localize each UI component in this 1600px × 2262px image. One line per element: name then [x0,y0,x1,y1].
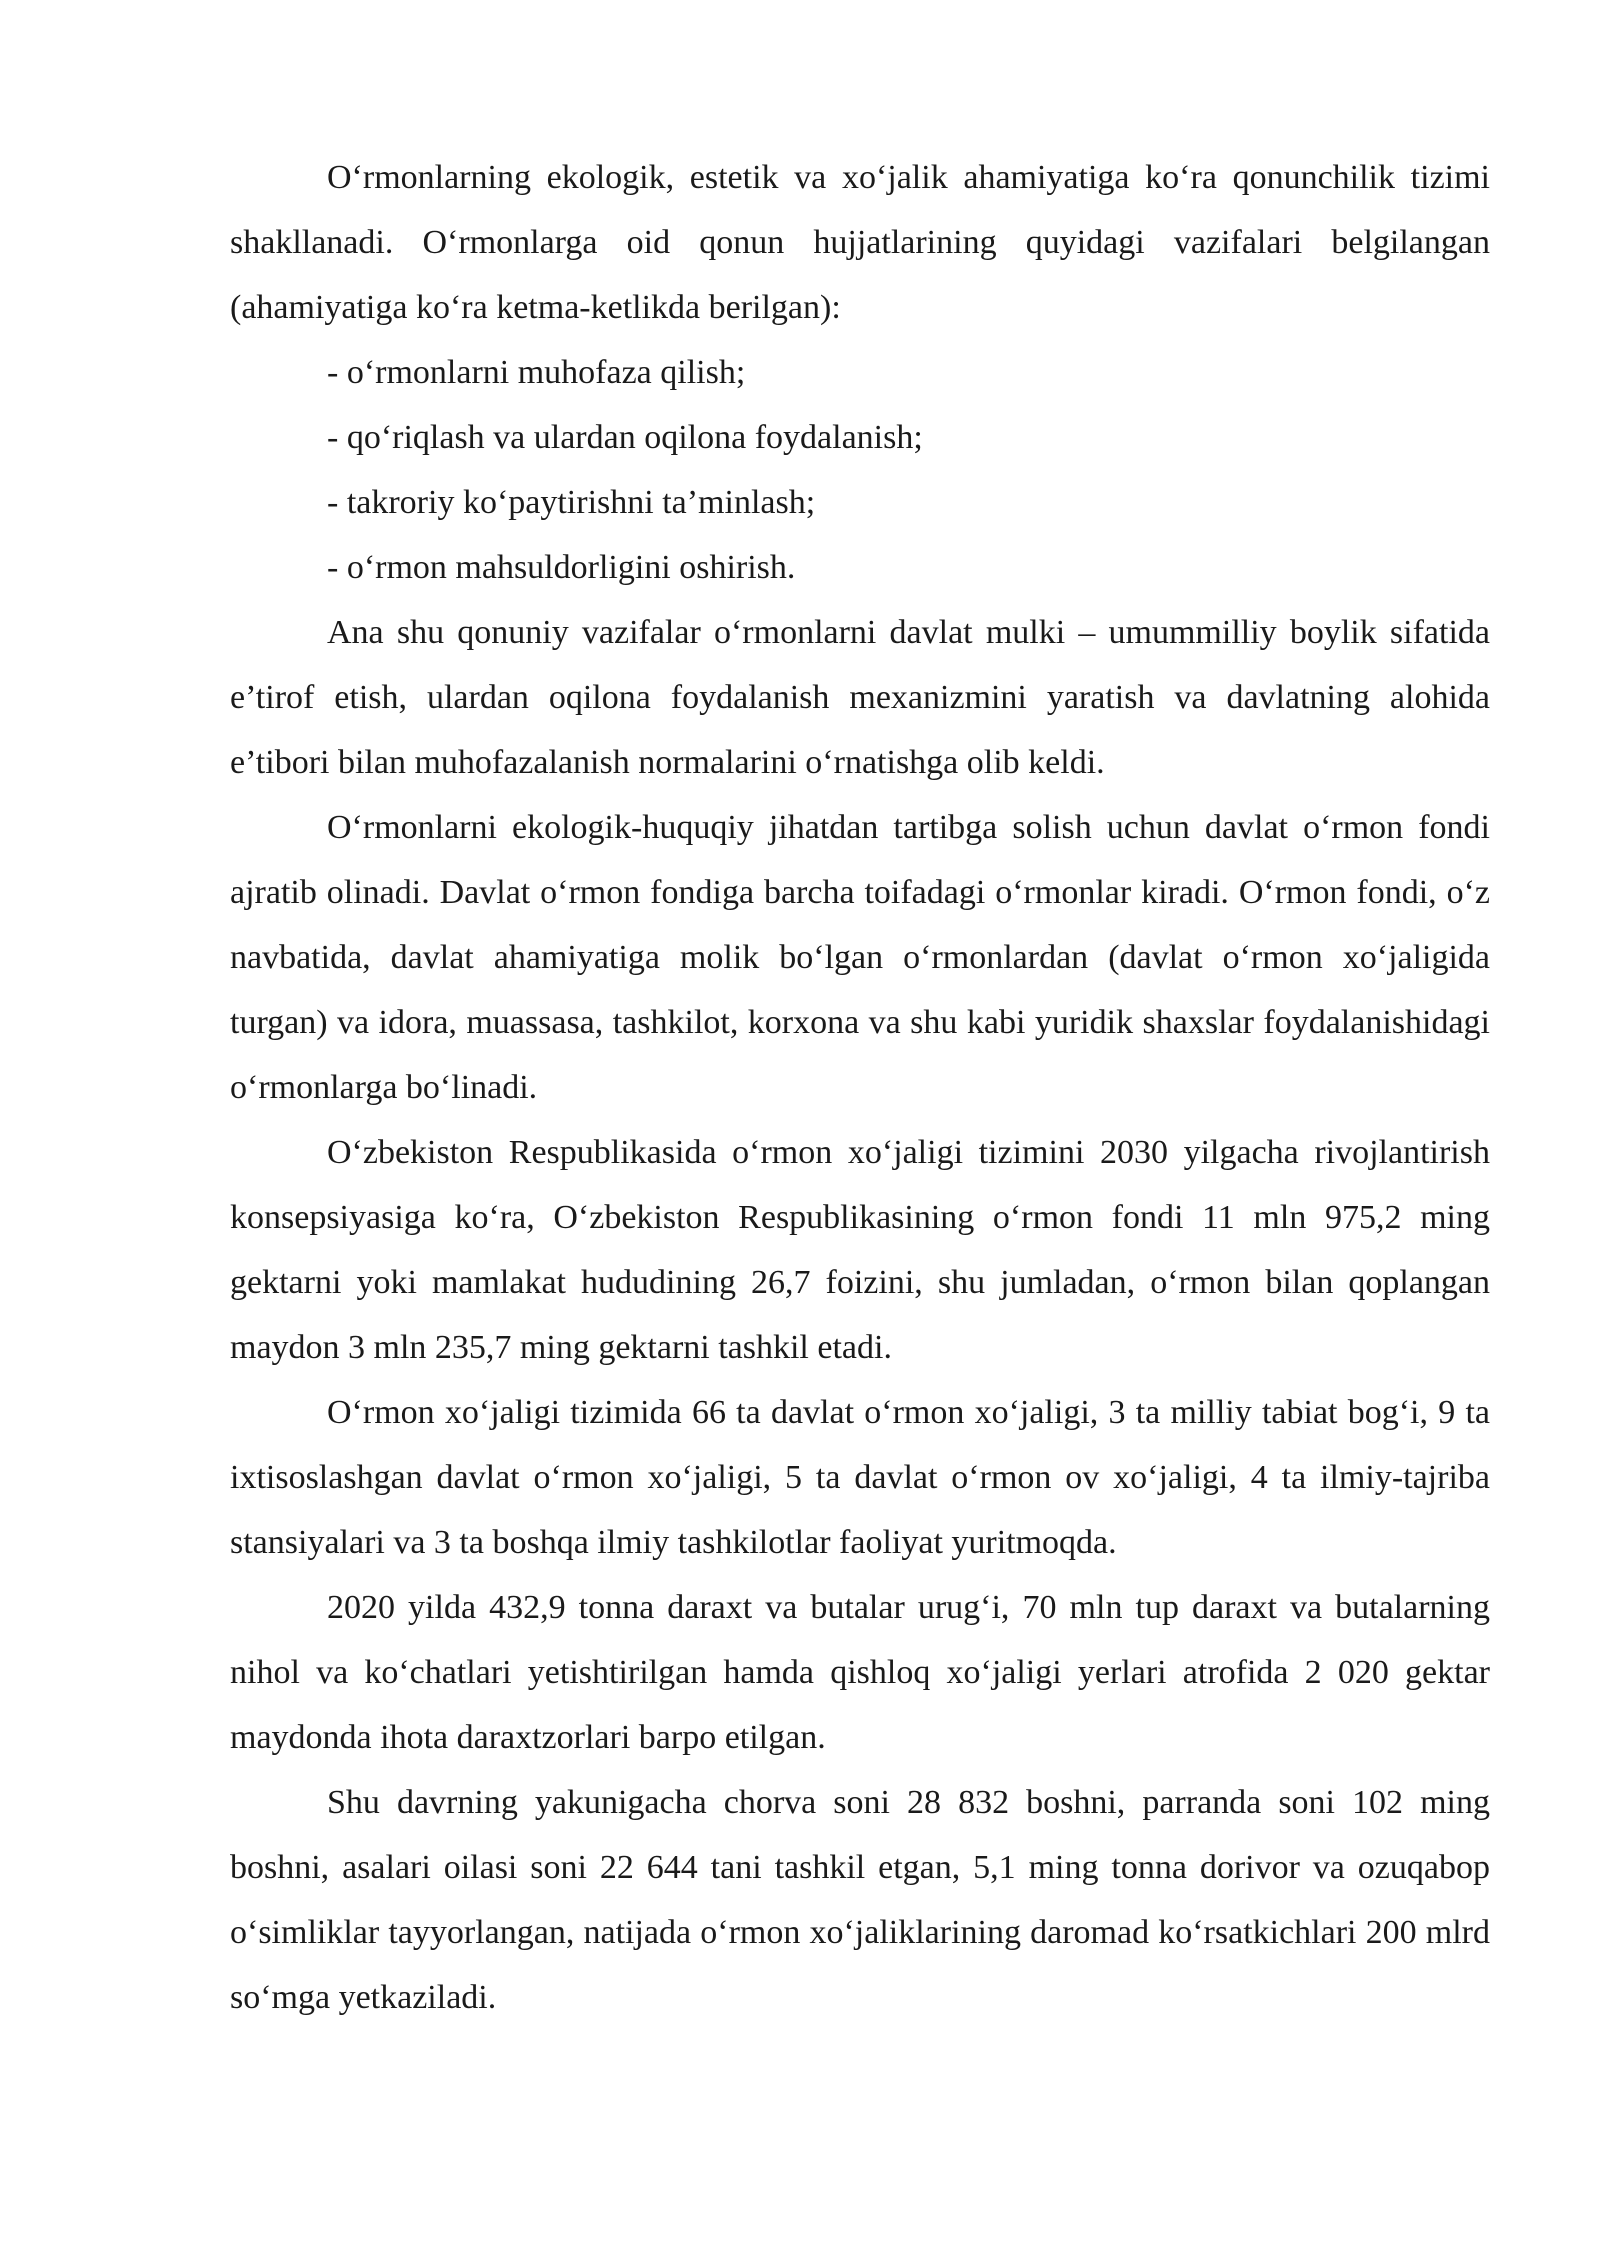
paragraph-state-property: Ana shu qonuniy vazifalar o‘rmonlarni davlat mulki – umummilliy boylik sifatida e’tirof etish, ulardan oqilona foydalanish mexanizmini yaratish va davlatning alohida e’tibori bilan muhofazalanish normalarini o‘rnatishga olib keldi. [230,614,1490,781]
paragraph-2020-results: 2020 yilda 432,9 tonna daraxt va butalar urug‘i, 70 mln tup daraxt va butalarning nihol va ko‘chatlari yetishtirilgan hamda qishloq xo‘jaligi yerlari atrofida 2 020 gektar maydonda ihota daraxtzorlari barpo etilgan. [230,1589,1490,1756]
list-item-reproduction: - takroriy ko‘paytirishni ta’minlash; [327,484,816,521]
paragraph-concept-2030: O‘zbekiston Respublikasida o‘rmon xo‘jaligi tizimini 2030 yilgacha rivojlantirish konsepsiyasiga ko‘ra, O‘zbekiston Respublikasining o‘rmon fondi 11 mln 975,2 ming gektarni yoki mamlakat hududining 26,7 foizini, shu jumladan, o‘rmon bilan qoplangan maydon 3 mln 235,7 ming gektarni tashkil etadi. [230,1134,1490,1366]
paragraph-forest-fund: O‘rmonlarni ekologik-huquqiy jihatdan tartibga solish uchun davlat o‘rmon fondi ajratib olinadi. Davlat o‘rmon fondiga barcha toifadagi o‘rmonlar kiradi. O‘rmon fondi, o‘z navbatida, davlat ahamiyatiga molik bo‘lgan o‘rmonlardan (davlat o‘rmon xo‘jaligida turgan) va idora, muassasa, tashkilot, korxona va shu kabi yuridik shaxslar foydalanishidagi o‘rmonlarga bo‘linadi. [230,809,1490,1106]
list-item-protection: - o‘rmonlarni muhofaza qilish; [327,354,746,391]
paragraph-livestock-income: Shu davrning yakunigacha chorva soni 28 832 boshni, parranda soni 102 ming boshni, asalari oilasi soni 22 644 tani tashkil etgan, 5,1 ming tonna dorivor va ozuqabop o‘simliklar tayyorlangan, natijada o‘rmon xo‘jaliklarining daromad ko‘rsatkichlari 200 mlrd so‘mga yetkaziladi. [230,1784,1490,2016]
list-item-rational-use: - qo‘riqlash va ulardan oqilona foydalanish; [327,419,923,456]
list-item-productivity: - o‘rmon mahsuldorligini oshirish. [327,549,796,586]
document-body [230,145,1490,2030]
paragraph-forestry-system: O‘rmon xo‘jaligi tizimida 66 ta davlat o‘rmon xo‘jaligi, 3 ta milliy tabiat bog‘i, 9 ta ixtisoslashgan davlat o‘rmon xo‘jaligi, 5 ta davlat o‘rmon ov xo‘jaligi, 4 ta ilmiy-tajriba stansiyalari va 3 ta boshqa ilmiy tashkilotlar faoliyat yuritmoqda. [230,1394,1490,1561]
paragraph-legislation-intro: O‘rmonlarning ekologik, estetik va xo‘jalik ahamiyatiga ko‘ra qonunchilik tizimi shakllanadi. O‘rmonlarga oid qonun hujjatlarining quyidagi vazifalari belgilangan (ahamiyatiga ko‘ra ketma-ketlikda berilgan): [230,159,1490,326]
